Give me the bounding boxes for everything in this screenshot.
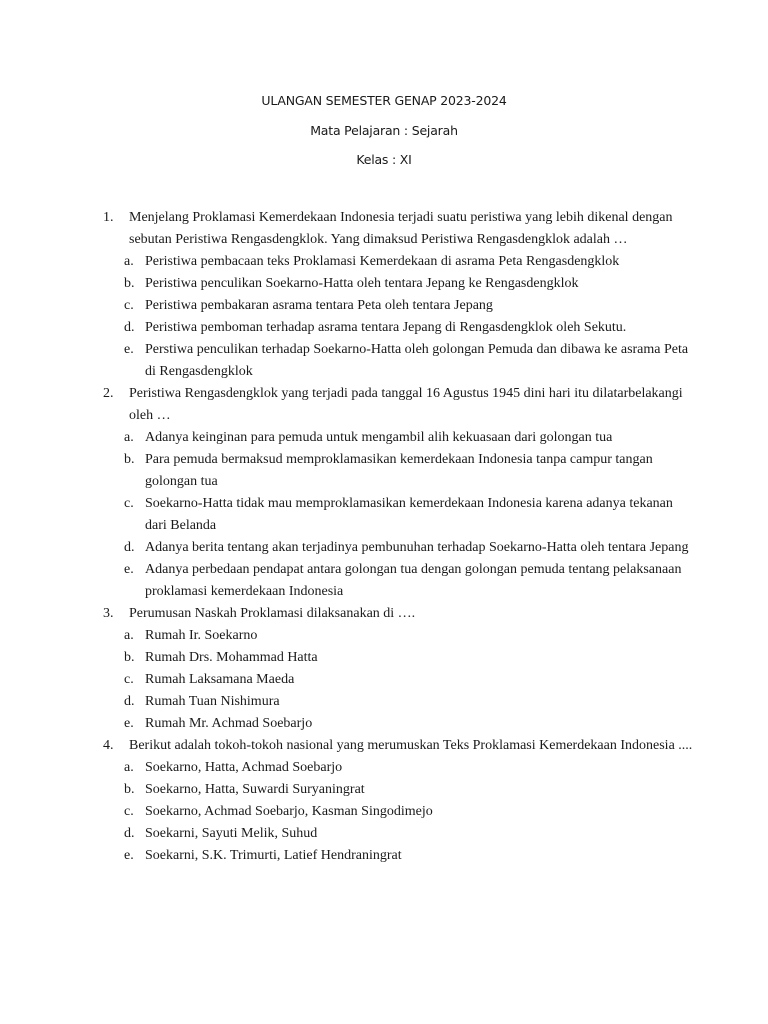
answer-option [124, 625, 698, 647]
answer-option [124, 317, 698, 339]
option-list [124, 251, 698, 383]
question-item [98, 603, 698, 735]
answer-option [124, 251, 698, 273]
option-letter: a. [124, 430, 134, 445]
question-item [98, 735, 698, 867]
option-list [124, 427, 698, 603]
question-text: Peristiwa Rengasdengklok yang terjadi pada tanggal 16 Agustus 1945 dini hari itu dilatarbelakangi oleh … [129, 386, 683, 423]
exam-title: ULANGAN SEMESTER GENAP 2023-2024 [261, 93, 507, 108]
answer-option [124, 823, 698, 845]
question-number: 2. [103, 386, 114, 401]
option-letter: c. [124, 298, 134, 313]
option-letter: d. [124, 320, 135, 335]
question-number: 4. [103, 738, 114, 753]
class-line: Kelas : XI [356, 152, 412, 167]
option-text: Soekarni, Sayuti Melik, Suhud [145, 826, 318, 841]
question-number: 3. [103, 606, 114, 621]
answer-option [124, 691, 698, 713]
option-letter: e. [124, 342, 134, 357]
option-letter: b. [124, 452, 135, 467]
question-item [98, 207, 698, 383]
answer-option [124, 537, 698, 559]
option-letter: b. [124, 650, 135, 665]
option-text: Soekarno, Hatta, Achmad Soebarjo [145, 760, 343, 775]
question-text: Perumusan Naskah Proklamasi dilaksanakan di …. [129, 606, 416, 621]
option-text: Soekarno, Achmad Soebarjo, Kasman Singodimejo [145, 804, 433, 819]
option-text: Perstiwa penculikan terhadap Soekarno-Hatta oleh golongan Pemuda dan dibawa ke asrama Peta di Rengasdengklok [145, 342, 689, 379]
question-list [98, 207, 698, 867]
answer-option [124, 295, 698, 317]
answer-option [124, 845, 698, 867]
answer-option [124, 647, 698, 669]
answer-option [124, 713, 698, 735]
answer-option [124, 427, 698, 449]
option-text: Rumah Ir. Soekarno [145, 628, 258, 643]
option-text: Peristiwa pembakaran asrama tentara Peta oleh tentara Jepang [145, 298, 493, 313]
option-text: Soekarni, S.K. Trimurti, Latief Hendraningrat [145, 848, 402, 863]
option-text: Peristiwa penculikan Soekarno-Hatta oleh tentara Jepang ke Rengasdengklok [145, 276, 579, 291]
option-text: Soekarno-Hatta tidak mau memproklamasikan kemerdekaan Indonesia karena adanya tekanan dari Belanda [145, 496, 673, 533]
option-text: Adanya keinginan para pemuda untuk mengambil alih kekuasaan dari golongan tua [145, 430, 613, 445]
option-letter: d. [124, 826, 135, 841]
option-letter: d. [124, 694, 135, 709]
option-letter: e. [124, 562, 134, 577]
answer-option [124, 779, 698, 801]
option-text: Rumah Tuan Nishimura [145, 694, 280, 709]
question-item [98, 383, 698, 603]
option-list [124, 625, 698, 735]
option-letter: c. [124, 672, 134, 687]
subject-line: Mata Pelajaran : Sejarah [310, 123, 458, 138]
option-letter: d. [124, 540, 135, 555]
question-text: Berikut adalah tokoh-tokoh nasional yang merumuskan Teks Proklamasi Kemerdekaan Indonesia .... [129, 738, 693, 753]
option-letter: e. [124, 716, 134, 731]
option-letter: c. [124, 496, 134, 511]
answer-option [124, 801, 698, 823]
answer-option [124, 493, 698, 537]
answer-option [124, 669, 698, 691]
option-letter: a. [124, 628, 134, 643]
option-text: Soekarno, Hatta, Suwardi Suryaningrat [145, 782, 365, 797]
answer-option [124, 449, 698, 493]
option-list [124, 757, 698, 867]
option-letter: a. [124, 254, 134, 269]
option-text: Peristiwa pembacaan teks Proklamasi Kemerdekaan di asrama Peta Rengasdengklok [145, 254, 620, 269]
option-text: Rumah Laksamana Maeda [145, 672, 295, 687]
answer-option [124, 559, 698, 603]
option-text: Adanya berita tentang akan terjadinya pembunuhan terhadap Soekarno-Hatta oleh tentara Jepang [145, 540, 689, 555]
answer-option [124, 757, 698, 779]
question-text: Menjelang Proklamasi Kemerdekaan Indonesia terjadi suatu peristiwa yang lebih dikenal dengan sebutan Peristiwa Rengasdengklok. Yang dimaksud Peristiwa Rengasdengklok adalah … [129, 210, 673, 247]
option-text: Adanya perbedaan pendapat antara golongan tua dengan golongan pemuda tentang pelaksanaan proklamasi kemerdekaan Indonesia [145, 562, 682, 599]
option-letter: e. [124, 848, 134, 863]
question-number: 1. [103, 210, 114, 225]
option-text: Para pemuda bermaksud memproklamasikan kemerdekaan Indonesia tanpa campur tangan golongan tua [145, 452, 653, 489]
option-letter: b. [124, 276, 135, 291]
option-text: Rumah Drs. Mohammad Hatta [145, 650, 318, 665]
option-text: Peristiwa pemboman terhadap asrama tentara Jepang di Rengasdengklok oleh Sekutu. [145, 320, 627, 335]
option-text: Rumah Mr. Achmad Soebarjo [145, 716, 313, 731]
answer-option [124, 273, 698, 295]
option-letter: b. [124, 782, 135, 797]
option-letter: c. [124, 804, 134, 819]
answer-option [124, 339, 698, 383]
option-letter: a. [124, 760, 134, 775]
